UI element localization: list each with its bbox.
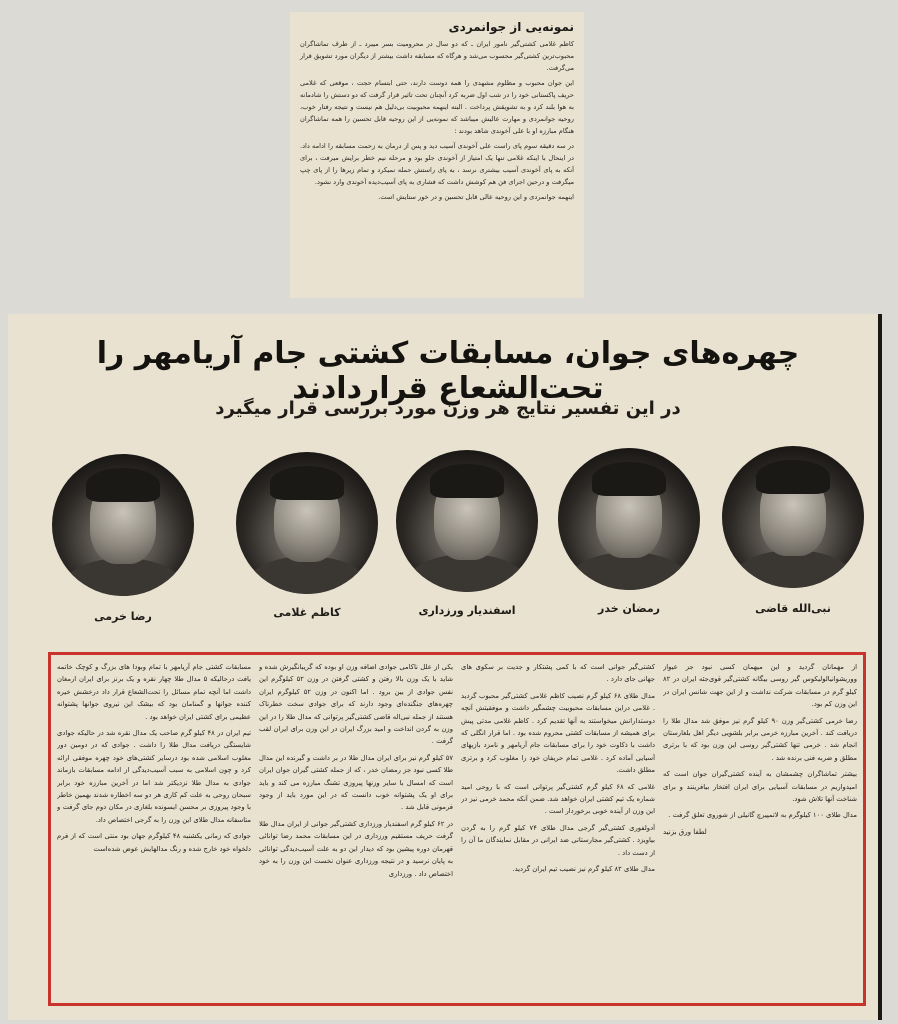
article-paragraph: تیم ایران در ۴۸ کیلو گرم صاحب یک مدال نقره شد در حالیکه جوادی شایستگی دریافت مدال طلا را داشت . جوادی که در دومین دور مغلوب اسلامی شده بود درسایر کشتی‌های خود چهره موفقی ارائه کرد و چون اسلامی به سبب آسیب‌دیدگی از ادامه مسابقات بازماند جوادی به مدال طلا نزدیکتر شد اما در آخرین مبارزه خود برابر سبحان روحی به علت کم کاری هر دو سه اخطاره شدند بهمین خاطر با وجود پیروزی بر محسن ایسونده بلغاری در مکان دوم جای گرفت و متاسفانه مدال طلای این وزن را به گرجی اختصاص داد. — [57, 729, 251, 824]
photo-hair — [430, 464, 504, 498]
article-paragraph: آدولفوری کشتی‌گیر گرجی مدال طلای ۷۴ کیلو گرم را به گردن بیاویزد . کشتی‌گیر مجارستانی ضد ایرانی در مقابل نمایندگان ما آن را از دست داد . — [461, 823, 655, 857]
top-paragraph: اینهمه جوانمردی و این روحیه عالی قابل تحسین و در خور ستایش است. — [378, 193, 574, 201]
photo-hair — [86, 468, 160, 502]
headline: چهره‌های جوان، مسابقات کشتی جام آریامهر را تحت‌الشعاع قراردادند — [96, 336, 800, 406]
wrestler-photo-esfandiar-varzdari — [396, 450, 538, 592]
article-body — [48, 652, 866, 1006]
caption-reza-khorrami: رضا خرمی — [94, 610, 152, 623]
article-paragraph: مسابقات کشتی جام آریامهر با تمام وبودا های بزرگ و کوچک خاتمه یافت درحالیکه ۵ مدال طلا چهار نقره و یک برنز برای ایران ارمغان داشت اما آنچه تمام مسائل را تحت‌الشعاع قرار داد درخشش خیره کننده جوانها و گمنامان بود که بیشک این نیروی جوانها پشتوانه عظیمی برای کشتی ایران خواهد بود . — [57, 663, 251, 721]
article-paragraph: مدال طلای ۸۲ کیلو گرم نیز نصیب تیم ایران گردید. — [512, 865, 655, 874]
article-paragraph: رضا خرمی کشتی‌گیر وزن ۹۰ کیلو گرم نیز موفق شد مدال طلا را دریافت کند . آخرین مبارزه خرمی برابر بلشویی دیگر اهل بلغارستان انجام شد . خرمی تنها کشتی‌گیر روسی این وزن بود که با برتری مطلق و ضربه فنی برنده شد . — [663, 716, 857, 762]
photo-hair — [270, 466, 344, 500]
top-clipping-title: نمونه‌یی از جوانمردی — [448, 20, 574, 34]
caption-nabiollah-ghazi: نبی‌الله قاضی — [755, 602, 831, 615]
article-paragraph: مدال طلای ۶۸ کیلو گرم نصیب کاظم غلامی کشتی‌گیر محبوب گردید . غلامی دراین مسابقات محبوبیت چشمگیر داشت و موفقیتش آنچه دوستدارانش میخواستند به آنها تقدیم کرد . کاظم غلامی مدتی پیش برای همیشه از مسابقات کشتی محروم شده بود . اما قرار انگلی که داشت با ذکاوت خود را برای مسابقات جام آریامهر و نامزد بازیهای آسیایی آماده کرد . غلامی تمام حریفان خود را مغلوب کرد و برتری مطلق داشت. — [461, 691, 655, 775]
article-paragraph: یکی از علل ناکامی جوادی اضافه وزن او بوده که گریبانگیرش شده و شاید با یک وزن بالا رفتن و کشتی گرفتن در وزن ۵۲ کیلوگرم این نفس جوادی از بین برود . اما اکنون در وزن ۵۲ کیلوگرم ایران چهره‌های جنگنده‌ای وجود دارند که برای جوادی سخت خطرناک هستند از جمله نبی‌اله قاضی کشتی‌گیر پرتوانی که مدال طلا را در این وزن به گردن انداخت و امید بزرگ ایران در این وزن برای ایران لقب گرفت . — [259, 663, 453, 746]
caption-esfandiar-varzdari: اسفندیار ورزداری — [418, 604, 516, 617]
top-paragraph: کاظم غلامی کشتی‌گیر نامور ایران ـ که دو سال در محرومیت بسر میبرد ـ از طرف تماشاگران محبوب‌ترین کشتی‌گیر محسوب می‌شد و هرگاه که مسابقه داشت بیشتر از دیگران مورد تشویق قرار می‌گرفت. — [300, 40, 574, 72]
wrestler-photo-kazem-gholami — [236, 452, 378, 594]
byline: لطفا ورق بزنید — [663, 827, 707, 836]
article-paragraph: در ۶۲ کیلو گرم اسفندیار ورزداری کشتی‌گیر جوانی از ایران مدال طلا گرفت حریف مستقیم ورزداری در این مسابقات محمد رضا توانائی قهرمان دوره پیشین بود که دیدار این دو به علت آسیب‌دیدگی توانائی به پایان نرسید و در نتیجه ورزداری عنوان نخست این وزن را به خود اختصاص داد . ورزداری — [259, 819, 453, 878]
top-clipping — [290, 12, 584, 298]
top-clipping-body — [300, 38, 574, 203]
wrestler-photo-ramezan-khedr — [558, 448, 700, 590]
article-paragraph: ۵۷ کیلو گرم نیز برای ایران مدال طلا در بر داشت و گیرنده این مدال طلا کسی نبود جز رمضان خدر ، که از جمله کشتی گیران جوان ایران است که امسال با سایر وزنها پیروزی تشنگ مبارزه می کند و باید برای او یک پشتوانه خوب دانست که در این مورد باید از وجود فرمونی قابل شد . — [259, 753, 453, 812]
top-paragraph: این جوان محبوب و مظلوم مشهدی را همه دوست دارند، حتی ابتسام حجت ، موقعی که غلامی حریف پاکستانی خود را در شب اول ضربه کرد آنچنان تحت تاثیر قرار گرفت که دو دستش را شادمانه به هوا بلند کرد و به تشویقش پرداخت . البته اینهمه محبوبیت بی‌دلیل هم نیست و نتیجه رفتار خوب، روحیه جوانمردی و مهارت عالیش میباشد که نمونه‌یی از این روحیه قابل تحسین را همه تماشاگران هنگام مبارزه او با علی آخوندی شاهد بودند : — [300, 79, 574, 135]
wrestler-photo-reza-khorrami — [52, 454, 194, 596]
article-paragraph: جوادی که زمانی یکشنبه ۴۸ کیلوگرم جهان بود منتی است که از فرم دلخواه خود خارج شده و رنگ مدالهایش عوض شده‌است — [57, 832, 251, 853]
article-column-1 — [57, 661, 251, 997]
photo-hair — [592, 462, 666, 496]
caption-kazem-gholami: کاظم غلامی — [273, 606, 341, 619]
subheadline: در این تفسیر نتایج هر وزن مورد بررسی قرار میگیرد — [215, 398, 681, 419]
main-clipping — [8, 314, 882, 1020]
article-paragraph: کشتی‌گیر جوانی است که با کمی پشتکار و جدیت بر سکوی های جهانی جای دارد . — [461, 663, 655, 684]
article-column-3 — [461, 661, 655, 997]
article-column-2 — [259, 661, 453, 997]
article-paragraph: مدال طلای ۱۰۰ کیلوگرم به لاتمپیرچ گانیلی از شوروی تعلق گرفت . — [668, 811, 857, 820]
article-paragraph: بیشتر تماشاگران چشمشان به آینده کشتی‌گیران جوان است که امیدواریم در مسابقات آسیایی برای ایران افتخار بیافرینند و برای شناخت آنها تلاش شود. — [663, 770, 857, 804]
top-paragraph: در سه دقیقه سوم پای راست علی آخوندی آسیب دید و پس از درمان به زحمت مسابقه را ادامه داد. در اینحال با اینکه غلامی تنها یک امتیاز از آخوندی جلو بود و مرحله نیم خطر برایش میرفت ، برای آنکه به پای آخوندی آسیب بیشتری نرسد ، به پای راستش حمله نمیکرد و تمام زیرها را از پای چپ میگرفت و درحین اجرای فن هم کوشش داشت که فشاری به پای آسیب‌دیده آخوندی وارد نشود. — [300, 142, 574, 186]
article-paragraph: از مهمانان گردید و این میهمان کسی نبود جز عیواز ووریشوانیالولیکوس گیر روسی بیگانه کشتی‌گیر قوی‌جثه ایران در ۸۲ کیلو گرم در مسابقات شرکت نداشت و از این جهت شانس ایران در این وزن کم بود. — [663, 663, 857, 709]
caption-ramezan-khedr: رمضان خدر — [598, 602, 660, 615]
article-column-4 — [663, 661, 857, 997]
article-paragraph: غلامی که ۶۸ کیلو گرم کشتی‌گیر پرتوانی است که با روحی امید شماره یک تیم کشتی ایران خواهد شد. ضمن آنکه محمد خرمی نیز در این وزن از آینده خوبی برخوردار است . — [461, 782, 655, 816]
wrestler-photo-nabiollah-ghazi — [722, 446, 864, 588]
photo-hair — [756, 460, 830, 494]
